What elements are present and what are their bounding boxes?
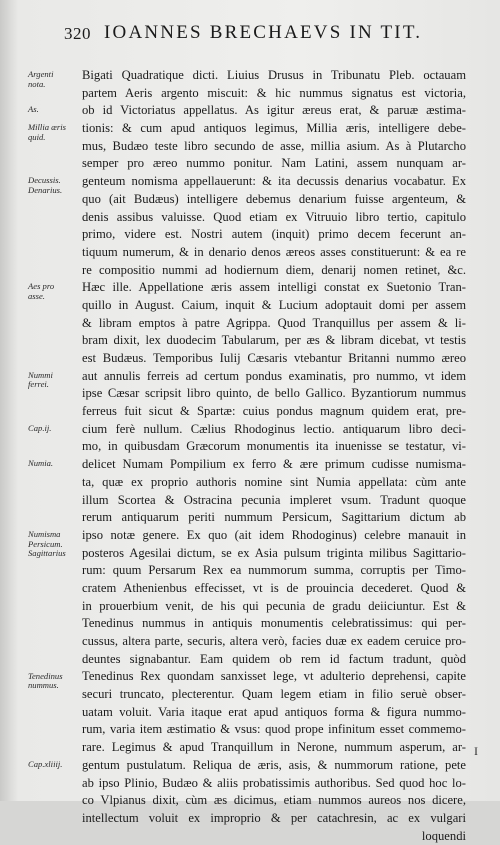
- text-line: partem Aeris argento miscuit: & hic nummus signatus est victoria,: [82, 85, 466, 100]
- margin-note-numisma-persicum: [28, 530, 82, 559]
- text-line: mo, in quibusdam Græcorum monumentis ita inuenisse se testatur, vi-: [82, 439, 466, 454]
- margin-note-line: Denarius.: [28, 184, 63, 195]
- body-text: [82, 67, 466, 845]
- text-line: aut annulis ferreis ad certum pondus examinatis, pro nummo, vt idem: [82, 368, 466, 383]
- margin-note-line: Nummi: [28, 369, 53, 380]
- text-line: mus, Budæo teste libro secundo de asse, millia asium. As à Plutarcho: [82, 138, 466, 153]
- text-line: in prouerbium venit, de his qui pecunia de gradu deiiciuntur. Est &: [82, 598, 466, 613]
- text-line: loquendi: [421, 828, 466, 843]
- margin-note-millia-aris-quid: [28, 123, 82, 142]
- text-line: co Vlpianus dixit, cùm æs dicimus, etiam nummos aureos nos dicere,: [82, 793, 466, 808]
- text-line: rum, varia item æstimatio & vsus: quod prope infinitum esset commemo-: [82, 722, 466, 737]
- text-line: genteum nomisma appellauerunt: & ita decussis denarius vocabatur. Ex: [82, 174, 466, 189]
- text-line: denis assibus valuisse. Quod etiam ex Vitruuio libro tertio, capitulo: [82, 209, 466, 224]
- running-title: IOANNES BRECHAEVS IN TIT.: [104, 22, 423, 43]
- text-line: uatam voluit. Varia itaque erat apud antiquos forma & figura nummo-: [82, 704, 466, 719]
- text-line: Hæc ille. Appellatione æris assem intelligi constat ex Suetonio Tran-: [82, 280, 466, 295]
- margin-note-line: Argenti: [28, 69, 54, 79]
- text-line: ipso notæ genere. Ex quo (ait idem Rhodoginus) celebre manauit in: [82, 527, 466, 542]
- page-number: 320: [64, 24, 91, 43]
- text-line: deuntes signabantur. Eam quidem ob rem id factum tradunt, quòd: [82, 651, 466, 666]
- margin-note-line: Numisma: [28, 529, 61, 540]
- text-line: securi truncato, plecterentur. Quam legem etiam in filio seruè obser-: [82, 687, 466, 702]
- margin-note-as: [28, 105, 82, 115]
- margin-note-line: nota.: [28, 78, 46, 89]
- text-line: cium ferè nullum. Cælius Rhodoginus lectio. antiquarum libro deci-: [82, 421, 466, 436]
- margin-note-line: Cap.xliiij.: [28, 759, 63, 770]
- text-line: cussus, altera parte, securis, altera verò, facies duæ ex eadem ceruice pro-: [82, 634, 466, 648]
- text-line: delicet Numam Pompilium ex ferro & ære primum cudisse numisma-: [82, 457, 466, 472]
- text-line: quo (ait Budæus) intelligere debemus denarium fuisse argenteum, &: [82, 191, 466, 206]
- text-line: semper pro æreo nummo ponitur. Nam Latini, assem nunquam ar-: [82, 156, 466, 171]
- margin-note-line: Sagittarius: [28, 548, 66, 559]
- margin-note-decussis-denarius: [28, 176, 82, 195]
- text-line: bram dixit, lex duodecim Tabularum, per æs & libram dicebat, vt testis: [82, 333, 466, 348]
- margin-note-nummi-ferrei: [28, 371, 82, 390]
- text-line: re compositio nummi ad hodiernum diem, denarij nomen retinet, &c.: [82, 262, 466, 277]
- text-line: primo, videre est. Nostri autem (inquit) primo decem fecerunt an-: [82, 227, 466, 242]
- text-line: Bigati Quadratique dicti. Liuius Drusus in Tribunatu Pleb. octauam: [82, 68, 466, 82]
- margin-note-line: Aes pro: [28, 281, 55, 292]
- text-line: rum: quum Persarum Rex ea nummorum summa, corruptis per Timo-: [82, 563, 466, 578]
- margin-note-aes-pro-asse: [28, 282, 82, 301]
- text-line: cratem Athenienbus effecisset, vt is de prouincia decederet. Quod &: [82, 580, 466, 595]
- margin-note-line: Numia.: [28, 458, 54, 469]
- margin-note-line: asse.: [28, 290, 45, 301]
- margin-note-line: ferrei.: [28, 379, 49, 390]
- text-line: ob id Victoriatus appellatus. As igitur æreus erat, & paruæ æstima-: [82, 103, 466, 118]
- text-line: ipse Cæsar scripsit libro quinto, de bello Gallico. Byzantiorum nummus: [82, 386, 466, 401]
- margin-note-line: Persicum.: [28, 538, 63, 549]
- text-line: tionis: & cum apud antiquos legimus, Millia æris, intelligere debe-: [82, 121, 466, 136]
- margin-note-line: Tenedinus: [28, 670, 63, 681]
- text-line: rerum antiquarum periti nummum Persicum, Sagittarium dictum ab: [82, 510, 466, 525]
- text-line: quillo in August. Caium, inquit & Lucium adoptauit domi per assem: [82, 297, 466, 312]
- text-line: rare. Legimus & apud Tranquillum in Nerone, nummum asperum, ar-: [82, 740, 466, 755]
- margin-note-line: Millia æris: [28, 122, 66, 133]
- text-line: Tenedinus nummus in antiquis monumentis celebratissimus: qui per-: [82, 616, 466, 631]
- margin-note-line: quid.: [28, 131, 46, 142]
- margin-note-tenedinus-nummus: [28, 672, 82, 691]
- margin-note-cap-2: [28, 424, 82, 434]
- text-line: est Budæus. Temporibus Iulij Cæsaris vtebantur Britanni nummo æreo: [82, 351, 466, 365]
- margin-note-line: nummus.: [28, 680, 59, 691]
- margin-note-line: As.: [28, 104, 39, 115]
- text-line: & libram emptos à patre Agrippa. Quod Tranquillus per assem & li-: [82, 315, 466, 330]
- text-line: Tenedinus Rex quondam sanxisset lege, vt adulterio deprehensi, capite: [82, 669, 466, 684]
- margin-note-cap-14: [28, 760, 82, 770]
- text-line: posteros Agesilai dictum, se ex Asia pulsum triginta milibus Sagittario-: [82, 545, 466, 560]
- text-line: ta, quæ ex proprio authoris nomine sint Numia appellata: cùm ante: [82, 474, 466, 489]
- text-line: tiquum numerum, & in denario denos æreos asses constituerunt: & ea re: [82, 244, 466, 259]
- text-line: ferreus fuit sicut & Spartæ: cuius pondus magnum quidem erat, pre-: [82, 404, 466, 419]
- margin-note-numia: [28, 459, 82, 469]
- margin-note-line: Decussis.: [28, 175, 61, 186]
- margin-note-argenti-nota: [28, 70, 82, 89]
- text-line: illum Scortea & Ostracina pecunia impleret vsum. Tradunt quoque: [82, 492, 466, 507]
- margin-note-line: Cap.ij.: [28, 423, 52, 433]
- text-line: gentum pustulatum. Reliqua de æris, asis, & nummorum ratione, pete: [82, 757, 466, 772]
- text-line: ab ipso Plinio, Budæo & aliis probatissimis authoribus. Sed quod hoc lo-: [82, 775, 466, 790]
- page-header: [64, 22, 460, 48]
- text-line: intellectum voluit ex improprio & per catachresin, ac ex vulgari: [82, 810, 466, 825]
- margin-side-mark: I: [474, 744, 478, 758]
